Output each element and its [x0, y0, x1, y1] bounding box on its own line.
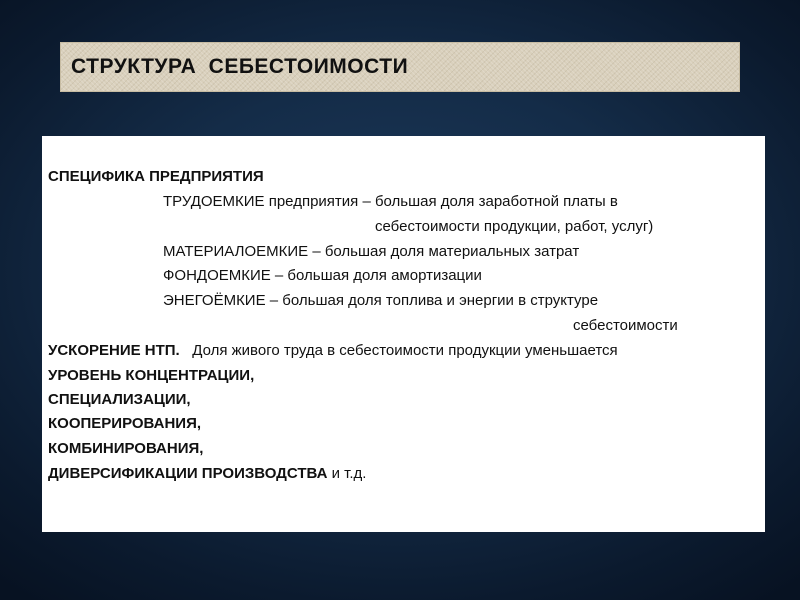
slide-title-banner	[60, 42, 740, 92]
specifics-heading: СПЕЦИФИКА ПРЕДПРИЯТИЯ	[48, 168, 264, 185]
specialization-line: СПЕЦИАЛИЗАЦИИ,	[48, 391, 191, 408]
diversification-line	[48, 464, 366, 484]
content-panel	[42, 136, 765, 532]
ntp-label: УСКОРЕНИЕ НТП.	[48, 342, 180, 359]
slide-title: СТРУКТУРА СЕБЕСТОИМОСТИ	[71, 55, 409, 78]
diversification-label: ДИВЕРСИФИКАЦИИ ПРОИЗВОДСТВА	[48, 465, 328, 482]
energy-intensive-line1: ЭНЕГОЁМКИЕ – большая доля топлива и энергии в структуре	[163, 292, 599, 309]
energy-intensive-line2: себестоимости	[573, 317, 678, 334]
cooperation-line: КООПЕРИРОВАНИЯ,	[48, 415, 202, 432]
ntp-text: Доля живого труда в себестоимости продукции уменьшается	[192, 342, 618, 359]
diversification-suffix: и т.д.	[327, 465, 367, 482]
labor-intensive-line2: себестоимости продукции, работ, услуг)	[375, 218, 654, 235]
concentration-line: УРОВЕНЬ КОНЦЕНТРАЦИИ,	[48, 367, 255, 384]
ntp-gap	[180, 342, 193, 359]
ntp-line	[48, 341, 618, 361]
material-intensive-line: МАТЕРИАЛОЕМКИЕ – большая доля материальных затрат	[163, 243, 580, 260]
combination-line: КОМБИНИРОВАНИЯ,	[48, 440, 204, 457]
fund-intensive-line: ФОНДОЕМКИЕ – большая доля амортизации	[163, 267, 482, 284]
labor-intensive-line1: ТРУДОЕМКИЕ предприятия – большая доля заработной платы в	[163, 193, 618, 210]
